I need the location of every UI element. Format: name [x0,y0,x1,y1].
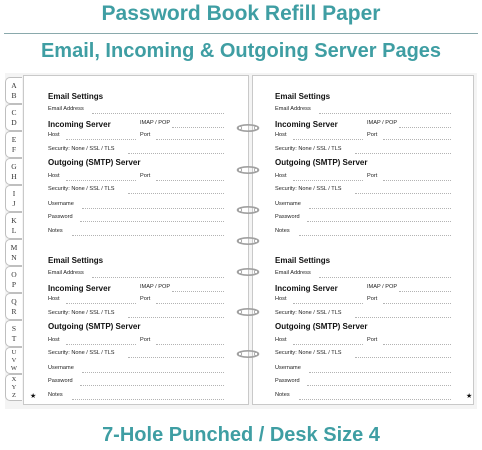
incoming-server-heading: Incoming Server [275,120,338,129]
password-label: Password [48,378,73,384]
security-label: Security: None / SSL / TLS [275,186,342,192]
host-label: Host [275,296,287,302]
host-label: Host [48,337,60,343]
binder-ring-icon [236,205,260,215]
email-address-label: Email Address [275,106,311,112]
write-line[interactable] [383,180,451,181]
write-line[interactable] [319,113,451,114]
incoming-server-heading: Incoming Server [48,120,111,129]
index-tab-letter: Z [12,391,16,399]
security-label: Security: None / SSL / TLS [48,350,115,356]
write-line[interactable] [66,139,136,140]
star-icon: ★ [30,393,37,400]
binder-ring-icon [236,349,260,359]
index-tab[interactable] [5,293,22,320]
security-label: Security: None / SSL / TLS [275,310,342,316]
write-line[interactable] [399,127,451,128]
port-label: Port [140,296,151,302]
write-line[interactable] [156,139,224,140]
host-label: Host [48,173,60,179]
write-line[interactable] [92,277,224,278]
outgoing-server-heading: Outgoing (SMTP) Server [48,322,141,331]
index-tab[interactable] [5,104,22,131]
index-tab[interactable] [5,212,22,239]
write-line[interactable] [80,221,224,222]
index-tab-letter: B [11,90,17,100]
write-line[interactable] [156,180,224,181]
host-label: Host [275,132,287,138]
password-label: Password [48,214,73,220]
write-line[interactable] [66,303,136,304]
security-label: Security: None / SSL / TLS [48,186,115,192]
index-tab-letter: C [11,107,17,117]
host-label: Host [275,173,287,179]
outgoing-server-heading: Outgoing (SMTP) Server [275,158,368,167]
write-line[interactable] [293,303,363,304]
index-tab[interactable] [5,374,22,401]
index-tab-letter: R [11,306,17,316]
email-address-label: Email Address [48,106,84,112]
write-line[interactable] [319,277,451,278]
index-tab[interactable] [5,158,22,185]
email-settings-section [24,92,248,242]
write-line[interactable] [128,153,224,154]
write-line[interactable] [72,235,224,236]
index-tab[interactable] [5,239,22,266]
notes-label: Notes [275,228,290,234]
section-heading: Email Settings [275,92,331,101]
notes-label: Notes [48,392,63,398]
index-tab[interactable] [5,266,22,293]
write-line[interactable] [172,291,224,292]
write-line[interactable] [309,372,451,373]
write-line[interactable] [128,317,224,318]
index-tab-letter: M [10,242,18,252]
port-label: Port [367,296,378,302]
index-tab-letter: O [11,269,17,279]
write-line[interactable] [172,127,224,128]
security-label: Security: None / SSL / TLS [48,310,115,316]
write-line[interactable] [309,208,451,209]
binder-ring-icon [236,123,260,133]
binder-ring-icon [236,236,260,246]
index-tabs [5,77,22,407]
outgoing-server-heading: Outgoing (SMTP) Server [48,158,141,167]
section-heading: Email Settings [48,92,104,101]
write-line[interactable] [293,344,363,345]
port-label: Port [140,337,151,343]
index-tab-letter: T [11,333,17,343]
right-page [252,75,474,405]
index-tab[interactable] [5,77,22,104]
index-tab-letter: Y [11,383,17,391]
write-line[interactable] [383,139,451,140]
email-address-label: Email Address [275,270,311,276]
write-line[interactable] [383,303,451,304]
port-label: Port [367,132,378,138]
index-tab-letter: E [11,134,17,144]
index-tab-letter: H [11,171,17,181]
write-line[interactable] [355,153,451,154]
write-line[interactable] [156,303,224,304]
protocol-label: IMAP / POP [367,120,398,126]
write-line[interactable] [293,180,363,181]
security-label: Security: None / SSL / TLS [275,146,342,152]
page-title: Password Book Refill Paper [101,2,381,25]
binder-spread [5,73,477,409]
username-label: Username [275,365,301,371]
index-tab[interactable] [5,131,22,158]
write-line[interactable] [299,235,451,236]
username-label: Username [48,365,74,371]
index-tab-letter: X [11,375,17,383]
port-label: Port [367,173,378,179]
write-line[interactable] [299,399,451,400]
binder-ring-icon [236,267,260,277]
index-tab-letter: P [11,279,17,289]
binder-ring-icon [236,307,260,317]
write-line[interactable] [355,357,451,358]
write-line[interactable] [355,193,451,194]
write-line[interactable] [66,344,136,345]
security-label: Security: None / SSL / TLS [48,146,115,152]
write-line[interactable] [128,193,224,194]
host-label: Host [275,337,287,343]
index-tab-letter: S [11,323,17,333]
port-label: Port [367,337,378,343]
notes-label: Notes [275,392,290,398]
binder-rings [235,73,265,409]
index-tab-letter: W [10,364,18,372]
index-tab-letter: A [11,80,17,90]
index-tab-letter: U [11,348,17,356]
email-address-label: Email Address [48,270,84,276]
write-line[interactable] [355,317,451,318]
email-settings-section [24,256,248,406]
host-label: Host [48,296,60,302]
security-label: Security: None / SSL / TLS [275,350,342,356]
username-label: Username [275,201,301,207]
protocol-label: IMAP / POP [367,284,398,290]
index-tab-letter: G [11,161,17,171]
left-page [23,75,249,405]
index-tab-letter: J [12,198,16,208]
write-line[interactable] [293,139,363,140]
title-divider [4,33,478,34]
outgoing-server-heading: Outgoing (SMTP) Server [275,322,368,331]
star-icon: ★ [466,393,473,400]
write-line[interactable] [80,385,224,386]
write-line[interactable] [383,344,451,345]
index-tab-letter: L [11,225,17,235]
password-label: Password [275,214,300,220]
incoming-server-heading: Incoming Server [48,284,111,293]
email-settings-section [253,92,473,242]
write-line[interactable] [307,221,451,222]
write-line[interactable] [82,372,224,373]
write-line[interactable] [307,385,451,386]
index-tab[interactable] [5,185,22,212]
index-tab-letter: K [11,215,17,225]
port-label: Port [140,173,151,179]
protocol-label: IMAP / POP [140,120,171,126]
index-tab[interactable] [5,320,22,347]
protocol-label: IMAP / POP [140,284,171,290]
index-tab-letter: Q [11,296,17,306]
footer-caption: 7-Hole Punched / Desk Size 4 [102,424,380,446]
password-label: Password [275,378,300,384]
write-line[interactable] [82,208,224,209]
index-tab-letter: F [11,144,17,154]
notes-label: Notes [48,228,63,234]
index-tab-letter: N [11,252,17,262]
index-tab[interactable] [5,347,22,374]
page-subtitle: Email, Incoming & Outgoing Server Pages [40,40,442,62]
section-heading: Email Settings [48,256,104,265]
index-tab-letter: I [12,188,16,198]
index-tab-letter: D [11,117,17,127]
incoming-server-heading: Incoming Server [275,284,338,293]
section-heading: Email Settings [275,256,331,265]
binder-ring-icon [236,165,260,175]
username-label: Username [48,201,74,207]
write-line[interactable] [399,291,451,292]
email-settings-section [253,256,473,406]
write-line[interactable] [156,344,224,345]
write-line[interactable] [92,113,224,114]
port-label: Port [140,132,151,138]
host-label: Host [48,132,60,138]
write-line[interactable] [66,180,136,181]
index-tab-letter: V [11,356,17,364]
write-line[interactable] [128,357,224,358]
write-line[interactable] [72,399,224,400]
